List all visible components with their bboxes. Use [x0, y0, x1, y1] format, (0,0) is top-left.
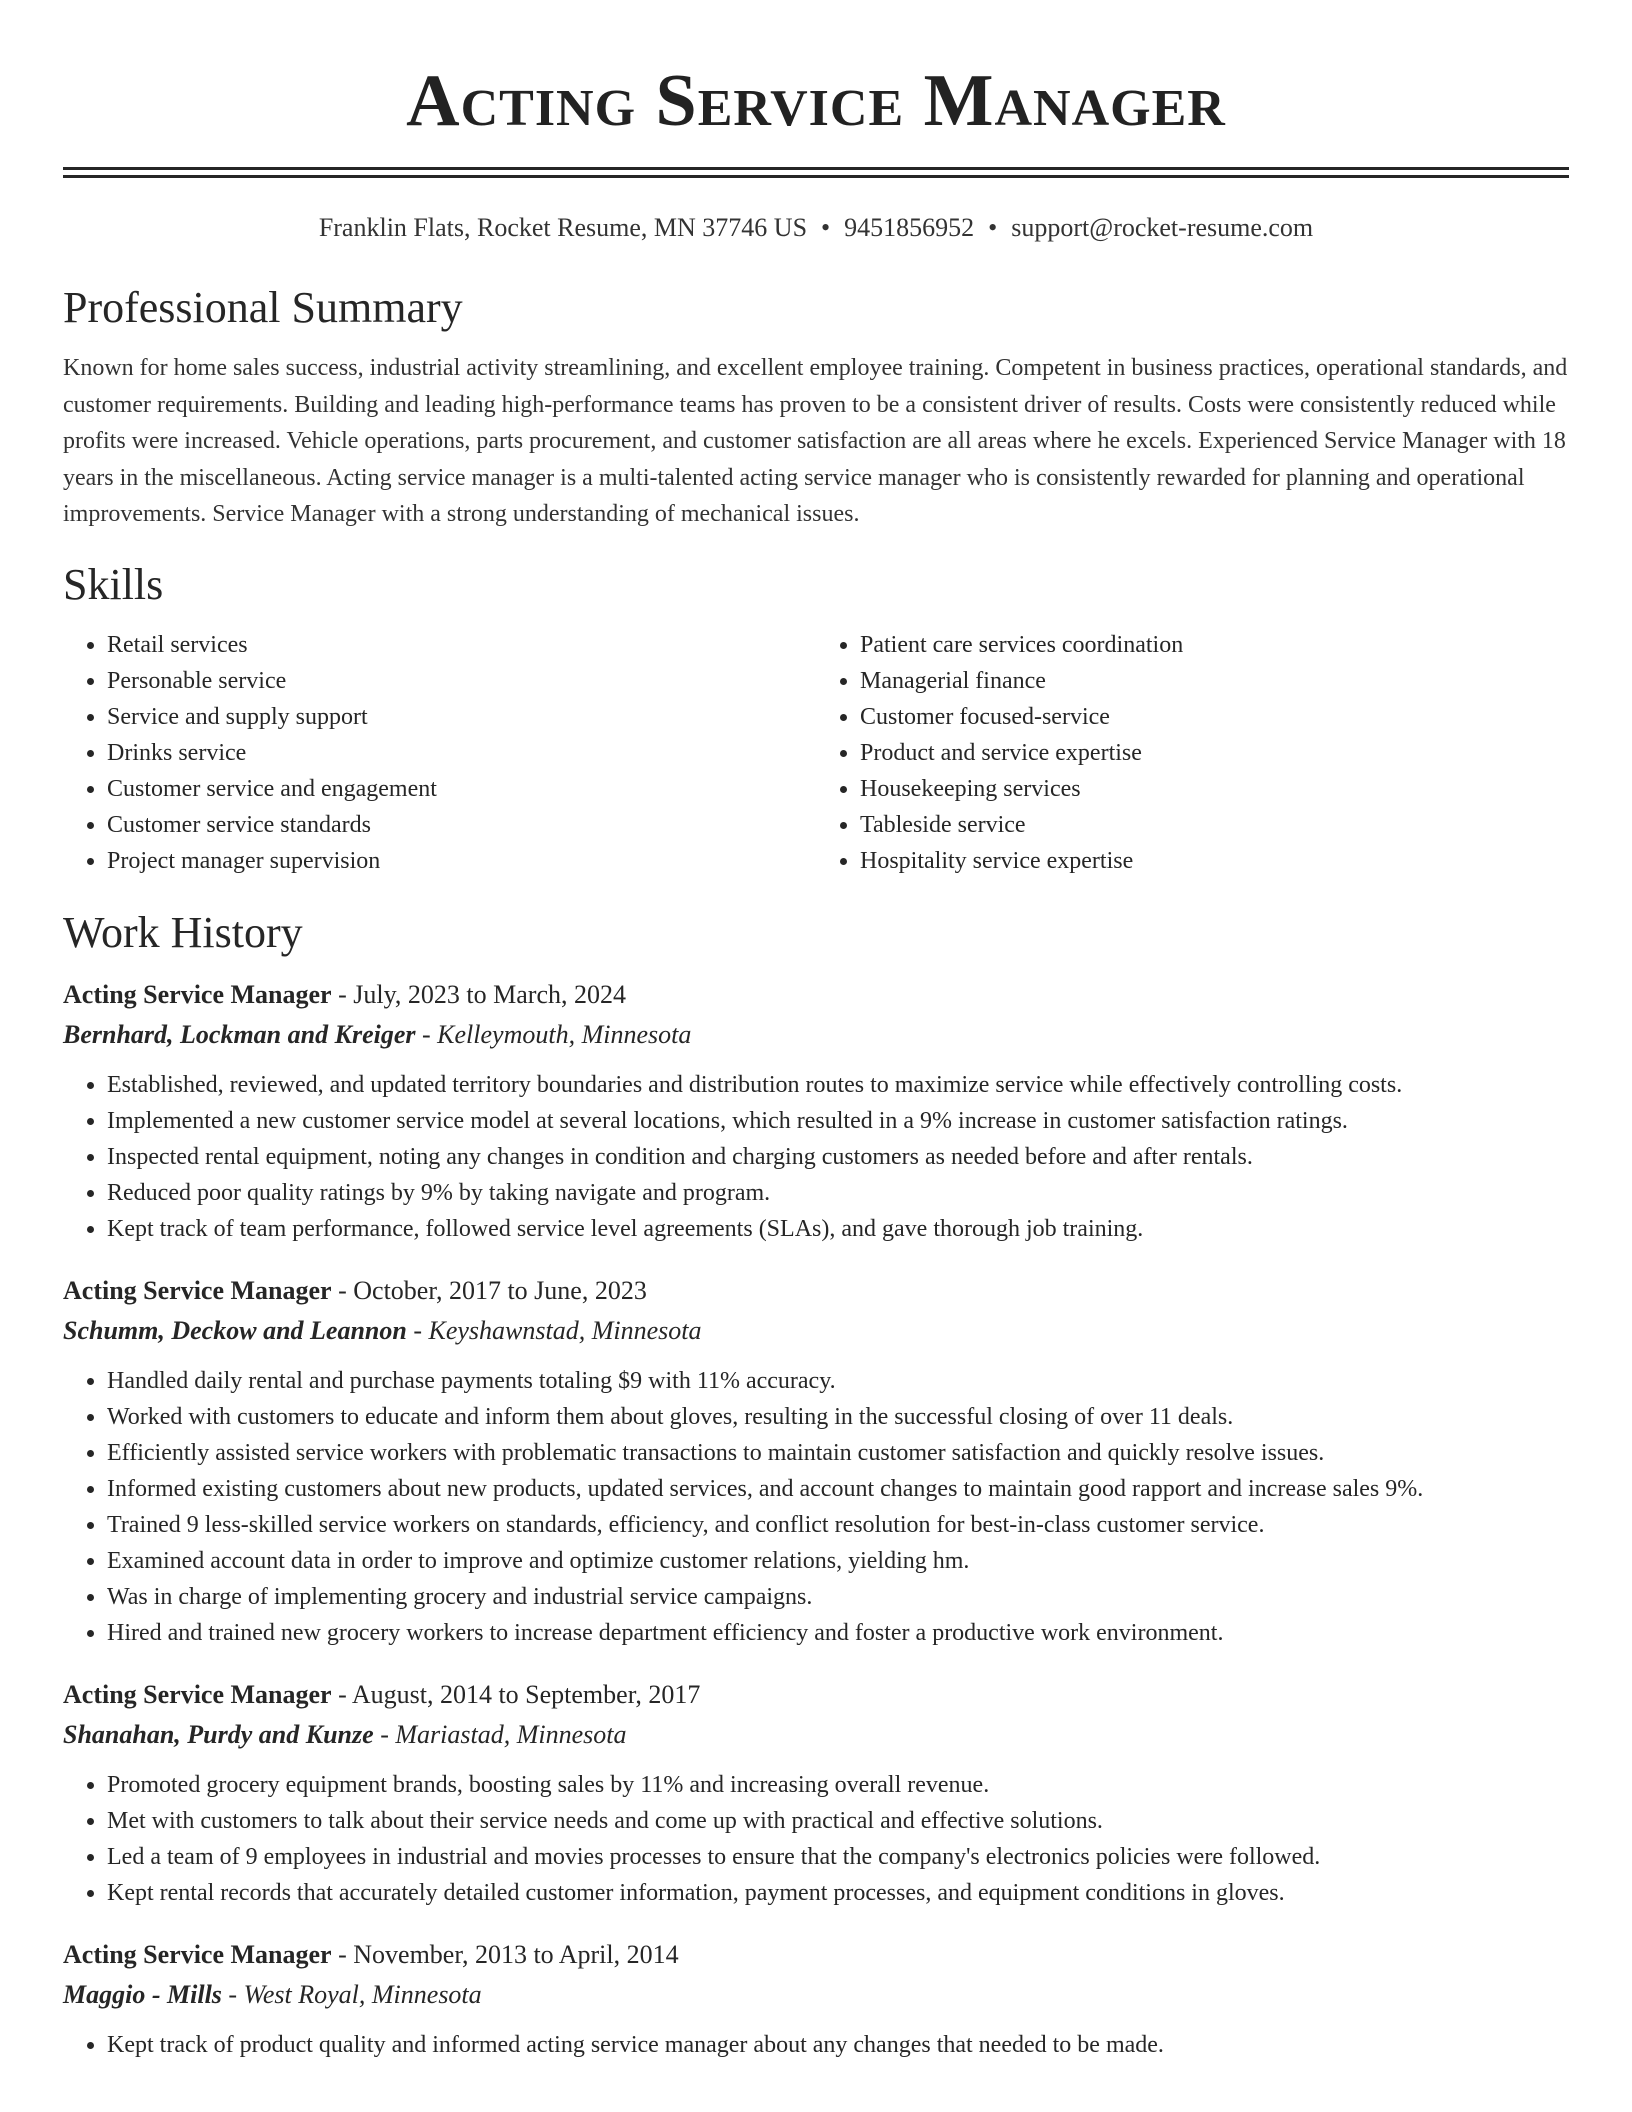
duty-item: • Handled daily rental and purchase payments totaling $9 with 11% accuracy. [107, 1363, 1569, 1399]
contact-phone: 9451856952 [844, 213, 975, 242]
company-name: Maggio - Mills [63, 1979, 222, 2009]
company-name: Shanahan, Purdy and Kunze [63, 1719, 374, 1749]
skill-item: • Product and service expertise [860, 735, 1569, 771]
company-name: Bernhard, Lockman and Kreiger [63, 1019, 416, 1049]
company-location: West Royal, Minnesota [243, 1979, 482, 2009]
company-location: Keyshawnstad, Minnesota [428, 1315, 702, 1345]
duty-item: • Inspected rental equipment, noting any changes in condition and charging customers as needed before and after rentals. [107, 1139, 1569, 1175]
skill-item: • Service and supply support [107, 699, 816, 735]
skill-item: • Managerial finance [860, 663, 1569, 699]
skill-item: • Personable service [107, 663, 816, 699]
skills-columns [63, 627, 1569, 879]
duty-list [63, 2027, 1569, 2063]
duty-list [63, 1067, 1569, 1247]
summary-text: Known for home sales success, industrial activity streamlining, and excellent employee training. Competent in business practices, operational standards, and customer requirements. Building and leading high-performance teams has proven to be a consistent driver of results. Costs were consistently reduced while profits were increased. Vehicle operations, parts procurement, and customer satisfaction are all areas where he excels. Experienced Service Manager with 18 years in the miscellaneous. Acting service manager is a multi-talented acting service manager who is consistently rewarded for planning and operational improvements. Service Manager with a strong understanding of mechanical issues. [63, 355, 1568, 527]
job-dates: August, 2014 to September, 2017 [351, 1679, 701, 1709]
skill-item: • Retail services [107, 627, 816, 663]
job-title-line: Acting Service Manager - October, 2017 to June, 2023 [63, 1275, 647, 1305]
company-location: Mariastad, Minnesota [395, 1719, 627, 1749]
duty-item: • Led a team of 9 employees in industrial and movies processes to ensure that the company's electronics policies were followed. [107, 1839, 1569, 1875]
skill-item: • Project manager supervision [107, 843, 816, 879]
resume-name: Acting Service Manager [406, 60, 1226, 142]
company-location: Kelleymouth, Minnesota [437, 1019, 692, 1049]
job-title: Acting Service Manager [63, 1679, 332, 1709]
job-title-line: Acting Service Manager - November, 2013 to April, 2014 [63, 1939, 679, 1969]
skill-item: • Customer service and engagement [107, 771, 816, 807]
duty-item: • Kept track of team performance, followed service level agreements (SLAs), and gave thorough job training. [107, 1211, 1569, 1247]
duty-item: • Implemented a new customer service model at several locations, which resulted in a 9% increase in customer satisfaction ratings. [107, 1103, 1569, 1139]
job-title: Acting Service Manager [63, 1275, 332, 1305]
job-title-line: Acting Service Manager - July, 2023 to March, 2024 [63, 979, 626, 1009]
duty-item: • Hired and trained new grocery workers to increase department efficiency and foster a productive work environment. [107, 1615, 1569, 1651]
job-entry [63, 975, 1569, 1247]
skill-item: • Patient care services coordination [860, 627, 1569, 663]
job-entry [63, 1675, 1569, 1911]
company-line: Bernhard, Lockman and Kreiger - Kelleymouth, Minnesota [63, 1019, 692, 1049]
duty-list [63, 1363, 1569, 1651]
company-line: Schumm, Deckow and Leannon - Keyshawnstad, Minnesota [63, 1315, 702, 1345]
duty-list [63, 1767, 1569, 1911]
skill-item: • Drinks service [107, 735, 816, 771]
contact-email: support@rocket-resume.com [1011, 213, 1314, 242]
contact-separator: • [988, 213, 998, 242]
company-line: Maggio - Mills - West Royal, Minnesota [63, 1979, 482, 2009]
duty-item: • Met with customers to talk about their service needs and come up with practical and effective solutions. [107, 1803, 1569, 1839]
duty-item: • Informed existing customers about new products, updated services, and account changes to maintain good rapport and increase sales 9%. [107, 1471, 1569, 1507]
skill-item: • Customer focused-service [860, 699, 1569, 735]
job-title: Acting Service Manager [63, 1939, 332, 1969]
contact-line [63, 212, 1569, 244]
skill-item: • Customer service standards [107, 807, 816, 843]
company-line: Shanahan, Purdy and Kunze - Mariastad, Minnesota [63, 1719, 627, 1749]
skills-heading: Skills [63, 559, 164, 609]
job-dates: July, 2023 to March, 2024 [353, 979, 626, 1009]
job-dates: November, 2013 to April, 2014 [353, 1939, 679, 1969]
duty-item: • Worked with customers to educate and inform them about gloves, resulting in the successful closing of over 11 deals. [107, 1399, 1569, 1435]
job-dates: October, 2017 to June, 2023 [353, 1275, 647, 1305]
skill-item: • Tableside service [860, 807, 1569, 843]
header-divider [63, 167, 1569, 178]
skills-list-left [63, 627, 816, 879]
duty-item: • Efficiently assisted service workers with problematic transactions to maintain customer satisfaction and quickly resolve issues. [107, 1435, 1569, 1471]
duty-item: • Reduced poor quality ratings by 9% by taking navigate and program. [107, 1175, 1569, 1211]
duty-item: • Promoted grocery equipment brands, boosting sales by 11% and increasing overall revenue. [107, 1767, 1569, 1803]
job-title-line: Acting Service Manager - August, 2014 to September, 2017 [63, 1679, 701, 1709]
summary-heading: Professional Summary [63, 283, 463, 332]
contact-separator: • [821, 213, 831, 242]
company-name: Schumm, Deckow and Leannon [63, 1315, 407, 1345]
skill-item: • Housekeeping services [860, 771, 1569, 807]
skill-item: • Hospitality service expertise [860, 843, 1569, 879]
duty-item: • Examined account data in order to improve and optimize customer relations, yielding hm. [107, 1543, 1569, 1579]
work-history-heading: Work History [63, 907, 303, 957]
duty-item: • Kept rental records that accurately detailed customer information, payment processes, and equipment conditions in gloves. [107, 1875, 1569, 1911]
job-entry [63, 1935, 1569, 2063]
job-entry [63, 1271, 1569, 1651]
duty-item: • Kept track of product quality and informed acting service manager about any changes that needed to be made. [107, 2027, 1569, 2063]
skills-list-right [816, 627, 1569, 879]
duty-item: • Trained 9 less-skilled service workers on standards, efficiency, and conflict resolution for best-in-class customer service. [107, 1507, 1569, 1543]
duty-item: • Established, reviewed, and updated territory boundaries and distribution routes to maximize service while effectively controlling costs. [107, 1067, 1569, 1103]
duty-item: • Was in charge of implementing grocery and industrial service campaigns. [107, 1579, 1569, 1615]
contact-address: Franklin Flats, Rocket Resume, MN 37746 US [318, 213, 808, 242]
job-title: Acting Service Manager [63, 979, 332, 1009]
